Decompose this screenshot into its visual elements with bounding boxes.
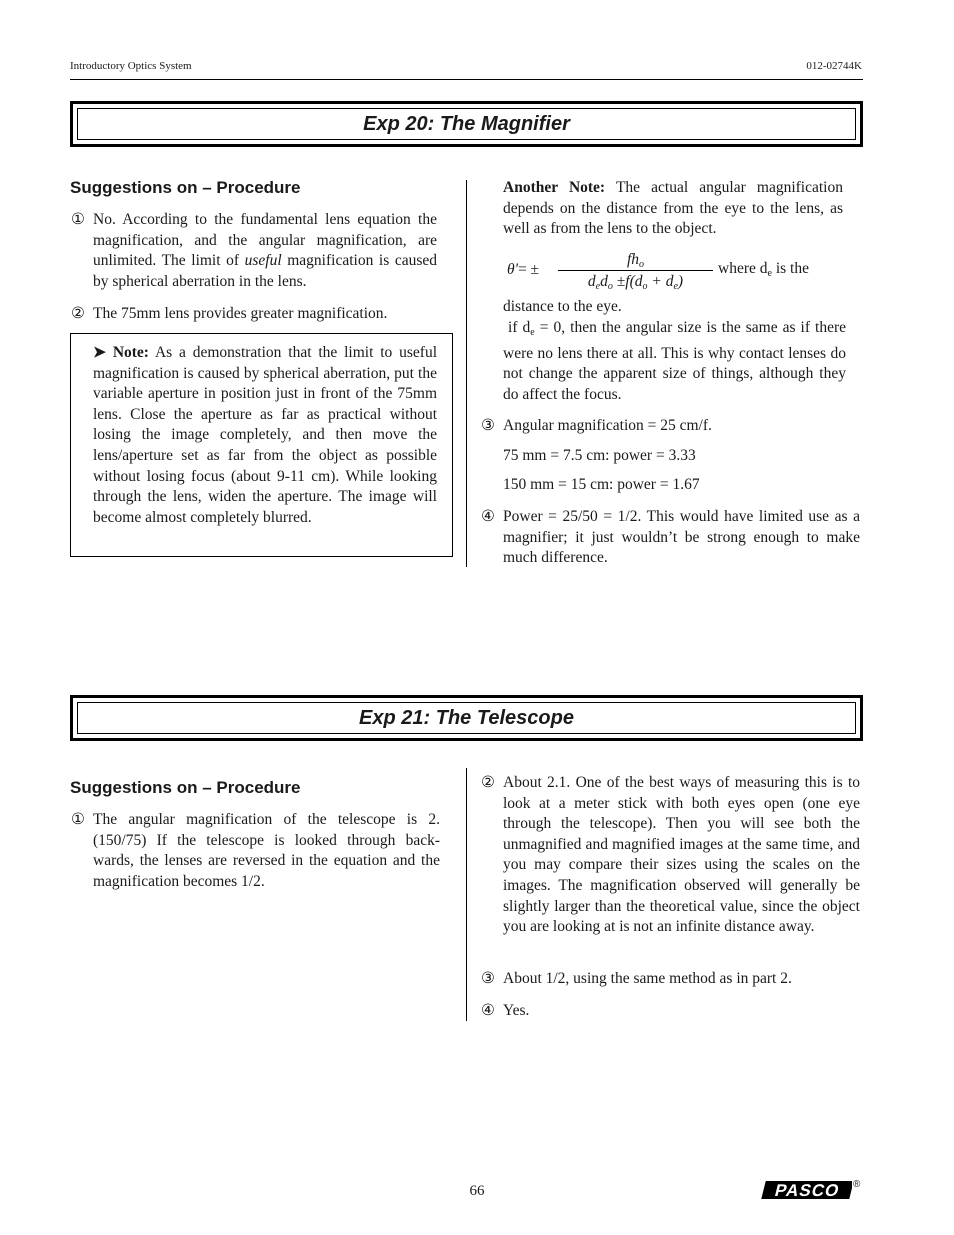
- exp20-item-2: ② The 75mm lens provides greater magnification.: [71, 305, 388, 322]
- exp21-title-banner: [70, 695, 863, 741]
- exp20-item-1: ① No. According to the fundamental lens equation the magnification, and the angular magnification, are unlimited. The limit of useful magnification is caused by spherical aberration in the lens.: [71, 211, 437, 290]
- running-header-title: Introductory Optics System: [70, 60, 192, 72]
- exp21-item-4: ④ Yes.: [481, 1002, 530, 1019]
- exp21-item-3: ③ About 1/2, using the same method as in part 2.: [481, 970, 792, 987]
- exp20-title: Exp 20: The Magnifier: [363, 112, 570, 135]
- exp20-contact-lens-text: if $d_e = 0$, then the angular size is the same as if there were no lens there at all. This is why contact lenses do not change the apparent size of things, although they do affect the focus.: [503, 319, 847, 403]
- exp20-item-3: ③ Angular magnification = 25 cm/f. 75 mm = 7.5 cm: power = 3.33 150 mm = 15 cm: power = 1.67: [481, 417, 712, 494]
- page-number: 66: [469, 1183, 485, 1199]
- exp20-note-box: [70, 333, 453, 557]
- exp21-column-divider: [466, 768, 467, 1021]
- exp21-title: Exp 21: The Telescope: [359, 706, 574, 729]
- svg-text:PASCO: PASCO: [772, 1180, 843, 1200]
- exp20-eye-distance-text: distance to the eye.: [503, 298, 622, 315]
- exp21-section-heading: Suggestions on – Procedure: [70, 778, 301, 797]
- exp21-item-2: ② About 2.1. One of the best ways of measuring this is to look at a meter stick with both eyes open (one eye through the telescope). Then you will see both the unmagnified and magnified images at the same time, and you may compare their sizes using the scales on the images. The magnification observed will generally be slightly larger than the theoretical value, since the object you are looking at is not an infinite distance away.: [481, 774, 860, 936]
- formula-fraction: $fh_o$ $d_ed_o \pm f(d_o + d_e)$: [558, 250, 713, 292]
- exp20-title-banner: [70, 101, 863, 147]
- document-number: 012-02744K: [806, 60, 862, 72]
- pasco-logo: [760, 1180, 852, 1200]
- header-rule: [70, 79, 863, 80]
- exp20-column-divider: [466, 180, 467, 567]
- exp20-item-4: ④ Power = 25/50 = 1/2. This would have limited use as a magnifier; it just wouldn’t be strong enough to make much difference.: [481, 508, 860, 567]
- exp20-note-text: ➤ Note: As a demonstration that the limit to useful magnification is caused by spherical aberration, put the variable aperture in position just in front of the 75mm lens. Close the aperture as far as practical without losing the image completely, and then move the lens/aperture set as far from the object as possible without losing focus (about 9-11 cm). While looking through the lens, widen the aperture. The image will become almost completely blurred.: [93, 344, 438, 526]
- exp20-section-heading: Suggestions on – Procedure: [70, 178, 301, 197]
- exp21-item-1: ① The angular magnification of the telescope is 2. (150/75) If the telescope is looked through back- wards, the lenses are reversed in the equation and the magnification becomes 1/2.: [71, 811, 440, 890]
- registered-mark: ®: [853, 1179, 861, 1190]
- angular-size-formula: θ'= ± $fh_o$ $d_ed_o \pm f(d_o + d_e)$ where $d_e$ is the: [507, 251, 809, 292]
- exp20-another-note: Another Note: The actual angular magnification depends on the distance from the eye to the lens, as well as from the lens to the object.: [503, 179, 843, 238]
